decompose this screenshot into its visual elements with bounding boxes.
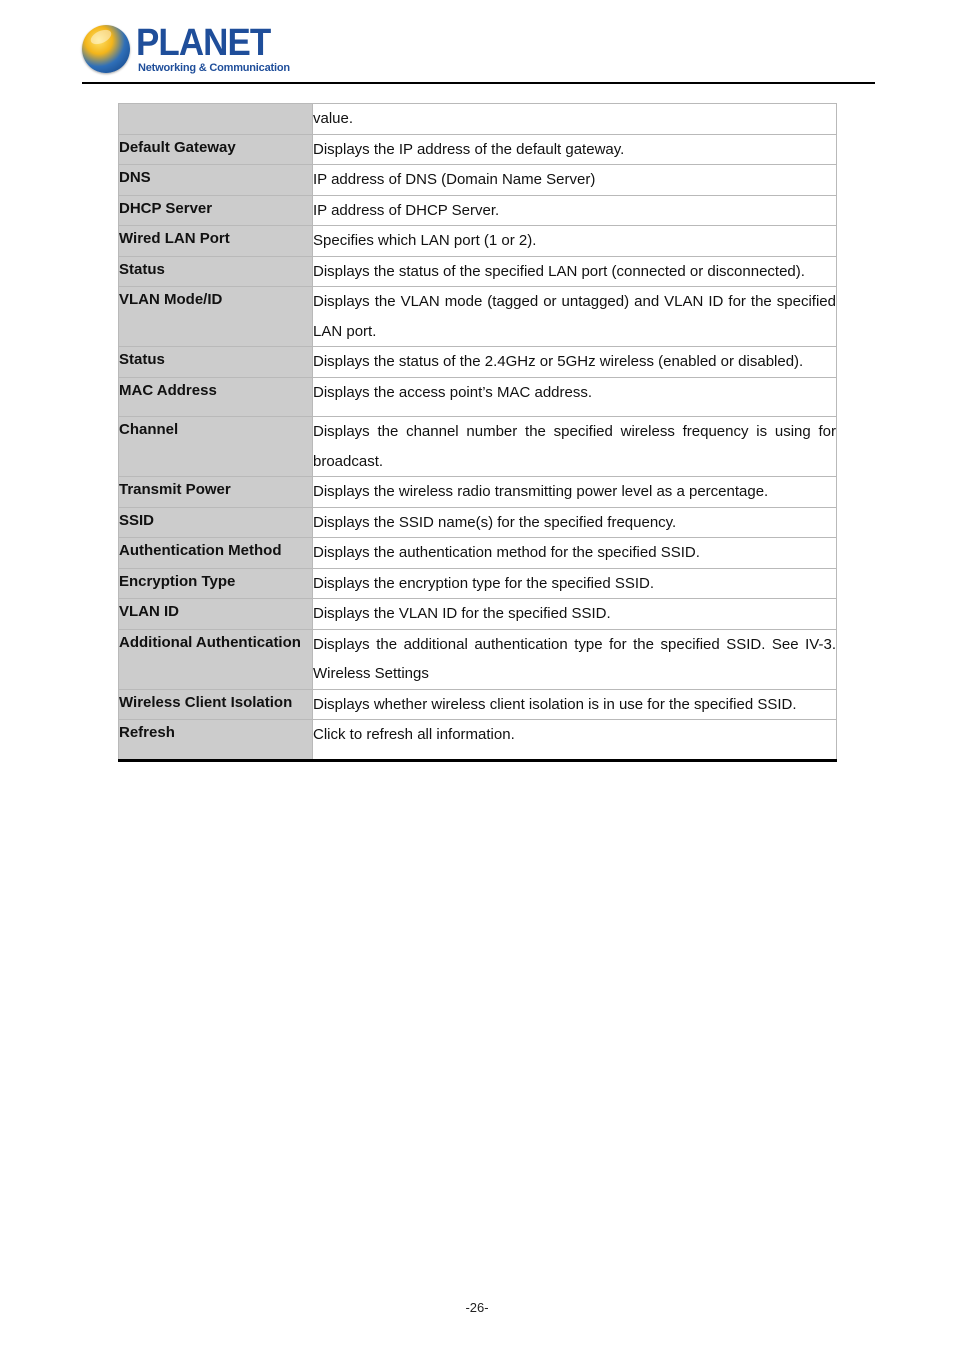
field-description: Displays the status of the specified LAN port (connected or disconnected).	[313, 256, 837, 287]
logo-wordmark: PLANET	[136, 22, 271, 64]
field-description: Displays the channel number the specified wireless frequency is using for broadcast.	[313, 417, 837, 477]
field-term: Status	[119, 256, 313, 287]
logo-tagline: Networking & Communication	[138, 62, 290, 74]
field-description-table	[118, 103, 837, 762]
field-description: Displays whether wireless client isolation is in use for the specified SSID.	[313, 689, 837, 720]
field-term: Transmit Power	[119, 477, 313, 508]
field-term: Refresh	[119, 720, 313, 761]
field-term: VLAN Mode/ID	[119, 287, 313, 347]
field-description: Click to refresh all information.	[313, 720, 837, 761]
table-row	[119, 477, 837, 508]
field-term: Wired LAN Port	[119, 226, 313, 257]
table-row	[119, 226, 837, 257]
field-term: Default Gateway	[119, 134, 313, 165]
field-term: SSID	[119, 507, 313, 538]
table-row	[119, 165, 837, 196]
field-description: Displays the access point’s MAC address.	[313, 377, 837, 417]
field-term: Authentication Method	[119, 538, 313, 569]
field-description: Displays the authentication method for the specified SSID.	[313, 538, 837, 569]
field-term: Encryption Type	[119, 568, 313, 599]
field-term: Wireless Client Isolation	[119, 689, 313, 720]
field-term: DNS	[119, 165, 313, 196]
table-row	[119, 104, 837, 135]
field-description: Displays the additional authentication type for the specified SSID. See IV-3. Wireless Settings	[313, 629, 837, 689]
field-description: Displays the wireless radio transmitting power level as a percentage.	[313, 477, 837, 508]
field-description: Displays the VLAN ID for the specified SSID.	[313, 599, 837, 630]
table-row	[119, 538, 837, 569]
field-term: MAC Address	[119, 377, 313, 417]
field-term: Channel	[119, 417, 313, 477]
field-description: Displays the status of the 2.4GHz or 5GHz wireless (enabled or disabled).	[313, 347, 837, 378]
table-row	[119, 720, 837, 761]
field-description: IP address of DNS (Domain Name Server)	[313, 165, 837, 196]
field-description: Displays the SSID name(s) for the specified frequency.	[313, 507, 837, 538]
field-description: Displays the encryption type for the specified SSID.	[313, 568, 837, 599]
field-term: Status	[119, 347, 313, 378]
field-term	[119, 104, 313, 135]
table-row	[119, 629, 837, 689]
table-row	[119, 195, 837, 226]
globe-icon	[82, 25, 130, 73]
field-term: VLAN ID	[119, 599, 313, 630]
page-number: -26-	[465, 1300, 489, 1315]
table-row	[119, 134, 837, 165]
field-description: Displays the VLAN mode (tagged or untagged) and VLAN ID for the specified LAN port.	[313, 287, 837, 347]
field-description: Specifies which LAN port (1 or 2).	[313, 226, 837, 257]
planet-logo	[82, 22, 290, 80]
table-row	[119, 287, 837, 347]
table-row	[119, 689, 837, 720]
field-description: value.	[313, 104, 837, 135]
field-description: Displays the IP address of the default gateway.	[313, 134, 837, 165]
table-row	[119, 377, 837, 417]
table-row	[119, 417, 837, 477]
field-description: IP address of DHCP Server.	[313, 195, 837, 226]
table-row	[119, 568, 837, 599]
table-row	[119, 507, 837, 538]
field-term: Additional Authentication	[119, 629, 313, 689]
page-header	[82, 22, 875, 84]
header-divider	[82, 82, 875, 84]
field-term: DHCP Server	[119, 195, 313, 226]
table-row	[119, 256, 837, 287]
table-row	[119, 347, 837, 378]
table-row	[119, 599, 837, 630]
